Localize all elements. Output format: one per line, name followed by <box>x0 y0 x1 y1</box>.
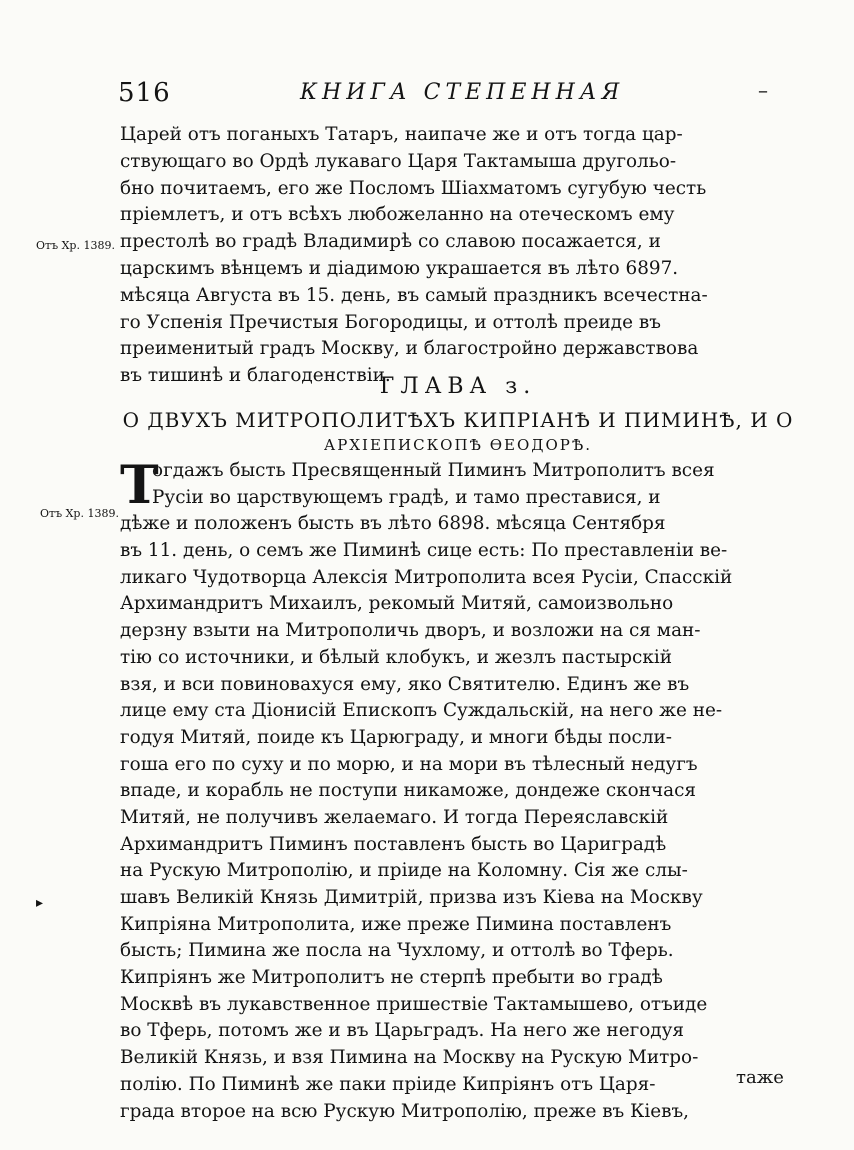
text-line: въ 11. день, о семъ же Пиминѣ сице есть: По преставленiи ве- <box>120 540 728 562</box>
text-line: годуя Митяй, поиде къ Царюграду, и многи бѣды посли- <box>120 726 673 748</box>
margin-mark: ▸ <box>36 895 44 911</box>
text-line: во Тферь, потомъ же и въ Царьградъ. На него же негодуя <box>120 1020 685 1042</box>
text-line: престолѣ во градѣ Владимирѣ со славою посажается, и <box>120 231 661 253</box>
text-line: Митяй, не получивъ желаемаго. И тогда Переяславскiй <box>120 806 669 828</box>
text-line: въ тишинѣ и благоденствiи. <box>120 365 391 387</box>
chapter-title-line-1: О ДВУХЪ МИТРОПОЛИТѢХЪ КИПРIАНѢ И ПИМИНѢ, И О <box>122 408 794 432</box>
text-line: гоша его по суху и по морю, и на мори въ тѣлесный недугъ <box>120 753 698 775</box>
text-line: Архимандритъ Михаилъ, рекомый Митяй, самоизвольно <box>120 593 674 615</box>
chapter-heading <box>120 372 796 456</box>
text-line: бысть; Пимина же посла на Чухлому, и оттолѣ во Тферь. <box>120 940 674 962</box>
margin-note-year-2: Отъ Хр. 1389. <box>40 507 119 520</box>
text-line: го Успенiя Пречистыя Богородицы, и оттолѣ преиде въ <box>120 311 661 333</box>
text-line: дѣже и положенъ бысть въ лѣто 6898. мѣсяца Сентября <box>120 513 666 535</box>
text-line: прiемлетъ, и отъ всѣхъ любожеланно на отеческомъ ему <box>120 204 675 226</box>
text-line: впаде, и корабль не поступи никаможе, дондеже скончася <box>120 780 696 802</box>
text-line: лице ему ста Дiонисiй Епископъ Суждальскiй, на него же не- <box>120 700 723 722</box>
text-line: полiю. По Пиминѣ же паки прiиде Кипрiянъ отъ Царя- <box>120 1073 656 1095</box>
margin-note-year-1: Отъ Хр. 1389. <box>36 239 115 252</box>
text-line: Москвѣ въ лукавственное пришествiе Тактамышево, отъиде <box>120 993 708 1015</box>
book-title: КНИГА СТЕПЕННАЯ <box>300 80 625 105</box>
paragraph-2 <box>120 455 800 1125</box>
text-line: Архимандритъ Пиминъ поставленъ бысть во Цариградѣ <box>120 833 667 855</box>
text-line: дерзну взыти на Митрополичь дворъ, и возложи на ся ман- <box>120 620 701 642</box>
text-line: Русiи во царствующемъ градѣ, и тамо преставися, и <box>152 486 661 508</box>
text-line: града второе на всю Рускую Митрополiю, преже въ Кiевъ, <box>120 1100 689 1122</box>
text-line: Кипрiяна Митрополита, иже преже Пимина поставленъ <box>120 913 672 935</box>
text-line: на Рускую Митрополiю, и прiиде на Коломну. Сiя же слы- <box>120 860 688 882</box>
catchword: таже <box>736 1067 784 1088</box>
text-line: Кипрiянъ же Митрополитъ не стерпѣ пребыти во градѣ <box>120 967 663 989</box>
chapter-title-line-2: АРХIЕПИСКОПѢ ѲЕОДОРѢ. <box>323 436 593 454</box>
text-line: ствующаго во Ордѣ лукаваго Царя Тактамыша другольо- <box>120 150 677 172</box>
text-line: ликаго Чудотворца Алексiя Митрополита всея Русiи, Спасскiй <box>120 566 733 588</box>
header-dash: – <box>758 78 768 102</box>
text-line: взя, и вси повиновахуся ему, яко Святителю. Единъ же въ <box>120 673 690 695</box>
chapter-label: ГЛАВА з. <box>379 374 537 399</box>
text-line: бно почитаемъ, его же Посломъ Шiахматомъ сугубую честь <box>120 177 707 199</box>
text-line: шавъ Великiй Князь Димитрiй, призва изъ Кiева на Москву <box>120 887 703 908</box>
drop-cap: Т <box>120 455 159 516</box>
text-line: мѣсяца Августа въ 15. день, въ самый праздникъ всечестна- <box>120 284 708 306</box>
page-number: 516 <box>118 78 171 108</box>
text-line: Великiй Князь, и взя Пимина на Москву на Рускую Митро- <box>120 1047 699 1069</box>
paragraph-1 <box>120 122 796 390</box>
text-line: огдажъ бысть Пресвященный Пиминъ Митрополитъ всея <box>152 460 715 481</box>
running-head <box>118 78 778 112</box>
text-line: преименитый градъ Москву, и благостройно державствова <box>120 338 699 360</box>
text-line: тiю со источники, и бѣлый клобукъ, и жезлъ пастырскiй <box>120 646 672 668</box>
text-line: царскимъ вѣнцемъ и дiадимою украшается въ лѣто 6897. <box>120 257 679 279</box>
text-line: Царей отъ поганыхъ Татаръ, наипаче же и отъ тогда цар- <box>120 124 683 145</box>
